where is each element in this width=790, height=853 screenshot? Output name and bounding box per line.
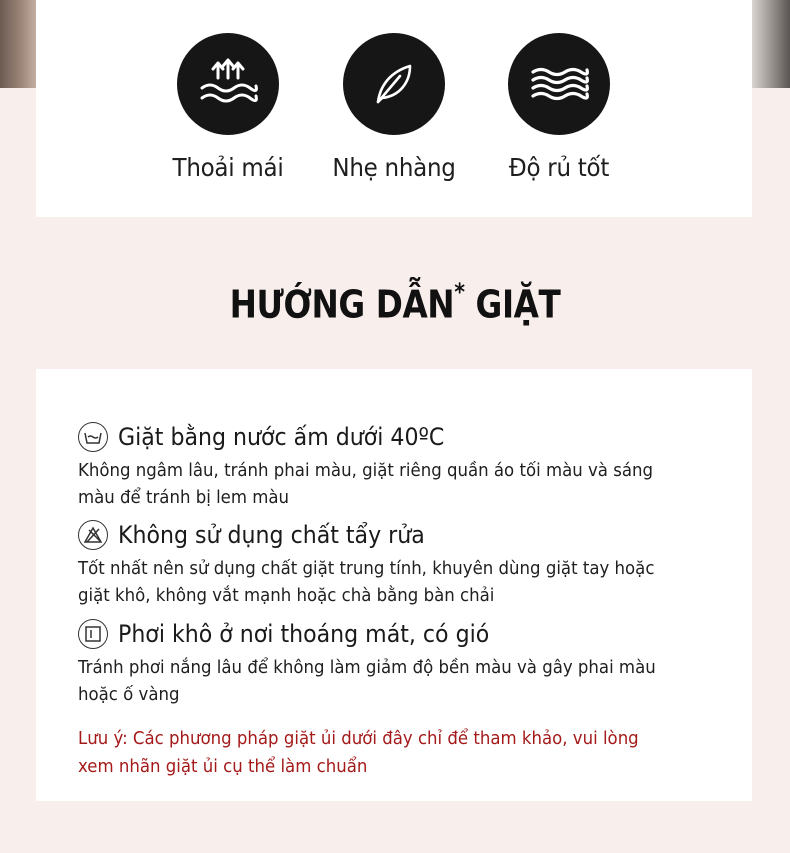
care-item-title: Phơi khô ở nơi thoáng mát, có gió: [118, 620, 490, 648]
feature-comfort: [138, 33, 318, 182]
background-photo-left: [0, 0, 38, 88]
features-card: [36, 0, 752, 217]
feather-icon: [343, 33, 445, 135]
drape-waves-icon: [508, 33, 610, 135]
section-title-tail: GIẶT: [475, 282, 561, 327]
line-dry-icon: [78, 619, 108, 649]
section-title: [55, 278, 734, 327]
care-item-title: Không sử dụng chất tẩy rửa: [118, 521, 425, 549]
feature-drape: [469, 33, 649, 182]
care-item-desc: Tránh phơi nắng lâu để không làm giảm độ bền màu và gây phai màu hoặc ố vàng: [78, 657, 656, 705]
care-item-desc: Tốt nhất nên sử dụng chất giặt trung tính, khuyên dùng giặt tay hoặc giặt khô, không vắt mạnh hoặc chà bằng bàn chải: [78, 558, 655, 606]
background-photo-right: [752, 0, 790, 88]
care-item-title: Giặt bằng nước ấm dưới 40ºC: [118, 423, 445, 451]
heat-waves-icon: [177, 33, 279, 135]
care-note: Lưu ý: Các phương pháp giặt ủi dưới đây chỉ để tham khảo, vui lòng xem nhãn giặt ủi cụ thể làm chuẩn: [78, 728, 639, 777]
care-item-bleach: [78, 519, 678, 609]
care-item-desc: Không ngâm lâu, tránh phai màu, giặt riêng quần áo tối màu và sáng màu để tránh bị lem màu: [78, 460, 653, 508]
care-item-dry: [78, 618, 678, 708]
no-bleach-icon: [78, 520, 108, 550]
wash-basin-icon: [78, 422, 108, 452]
section-title-asterisk: *: [454, 278, 465, 306]
section-title-main: HƯỚNG DẪN: [229, 282, 455, 327]
care-item-wash: [78, 421, 678, 511]
feature-gentle: [304, 33, 484, 182]
feature-label: Thoải mái: [172, 153, 284, 182]
feature-label: Độ rủ tốt: [508, 153, 610, 182]
feature-label: Nhẹ nhàng: [332, 153, 456, 182]
